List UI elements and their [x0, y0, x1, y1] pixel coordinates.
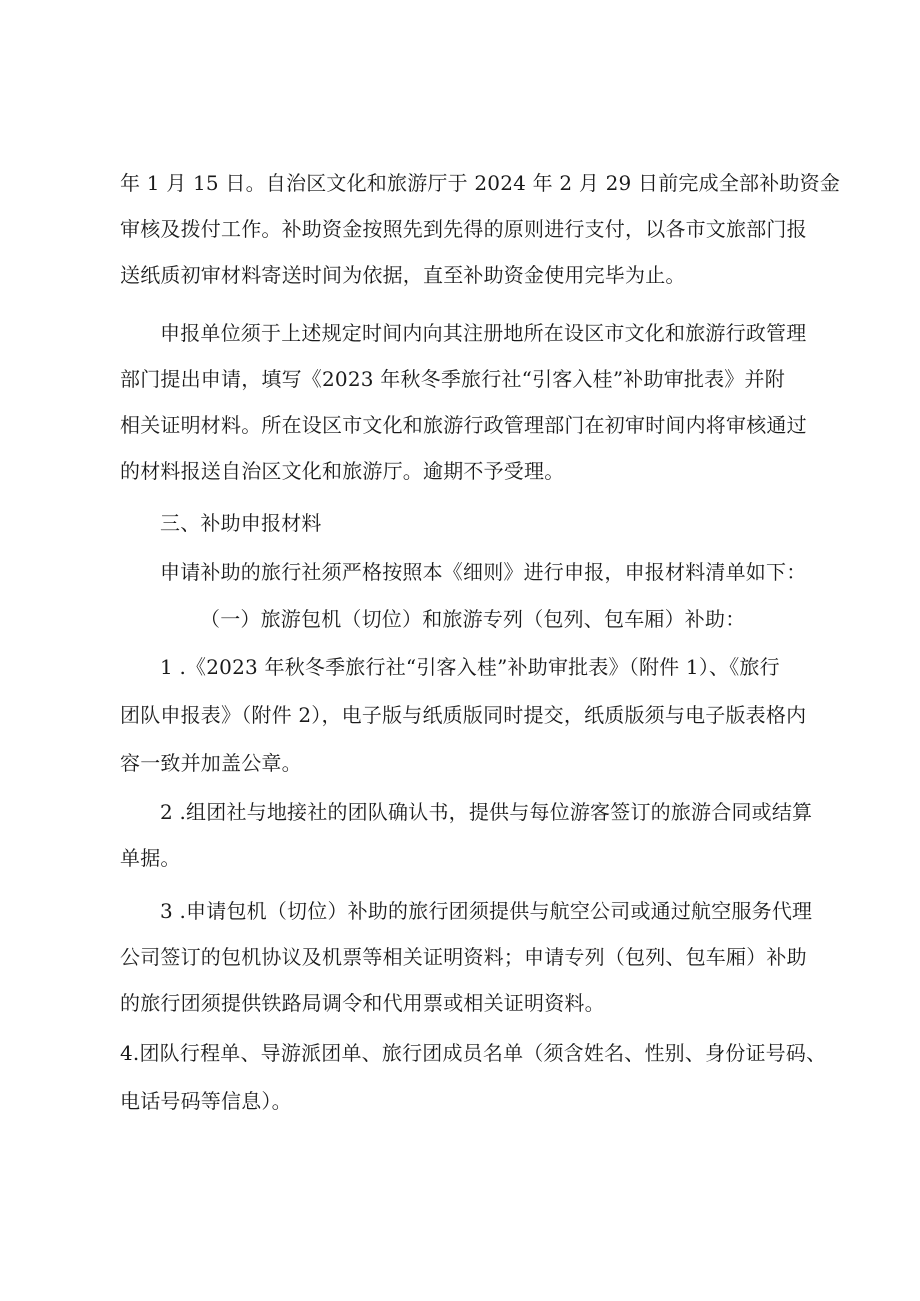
- list-item-line: 3 .申请包机（切位）补助的旅行团须提供与航空公司或通过航空服务代理: [160, 899, 813, 923]
- list-item-line: 团队申报表》（附件 2），电子版与纸质版同时提交，纸质版须与电子版表格内: [120, 703, 807, 727]
- text-line: 相关证明材料。所在设区市文化和旅游行政管理部门在初审时间内将审核通过: [120, 413, 807, 437]
- list-item-line: 电话号码等信息）。: [120, 1089, 292, 1113]
- text-line: 申报单位须于上述规定时间内向其注册地所在设区市文化和旅游行政管理: [160, 321, 807, 345]
- text-line: 申请补助的旅行社须严格按照本《细则》进行申报，申报材料清单如下：: [160, 560, 807, 584]
- subsection-heading: （一）旅游包机（切位）和旅游专列（包列、包车厢）补助：: [200, 607, 746, 631]
- list-item-line: 2 .组团社与地接社的团队确认书，提供与每位游客签订的旅游合同或结算: [160, 800, 813, 824]
- list-item-line: 1 .《2023 年秋冬季旅行社“引客入桂”补助审批表》（附件 1）、《旅行: [160, 655, 780, 679]
- text-line: 部门提出申请，填写《2023 年秋冬季旅行社“引客入桂”补助审批表》并附: [120, 367, 785, 391]
- text-line: 审核及拨付工作。补助资金按照先到先得的原则进行支付，以各市文旅部门报: [120, 217, 807, 241]
- list-item-line: 容一致并加盖公章。: [120, 751, 302, 775]
- list-item-line: 的旅行团须提供铁路局调令和代用票或相关证明资料。: [120, 991, 605, 1015]
- text-line: 送纸质初审材料寄送时间为依据，直至补助资金使用完毕为止。: [120, 263, 686, 287]
- section-heading: 三、补助申报材料: [160, 511, 322, 535]
- list-item-line: 4.团队行程单、导游派团单、旅行团成员名单（须含姓名、性别、身份证号码、: [120, 1041, 827, 1065]
- list-item-line: 单据。: [120, 846, 181, 870]
- list-item-line: 公司签订的包机协议及机票等相关证明资料；申请专列（包列、包车厢）补助: [120, 945, 807, 969]
- text-line: 年 1 月 15 日。自治区文化和旅游厅于 2024 年 2 月 29 日前完成全部补助资金: [120, 171, 841, 195]
- text-line: 的材料报送自治区文化和旅游厅。逾期不予受理。: [120, 459, 565, 483]
